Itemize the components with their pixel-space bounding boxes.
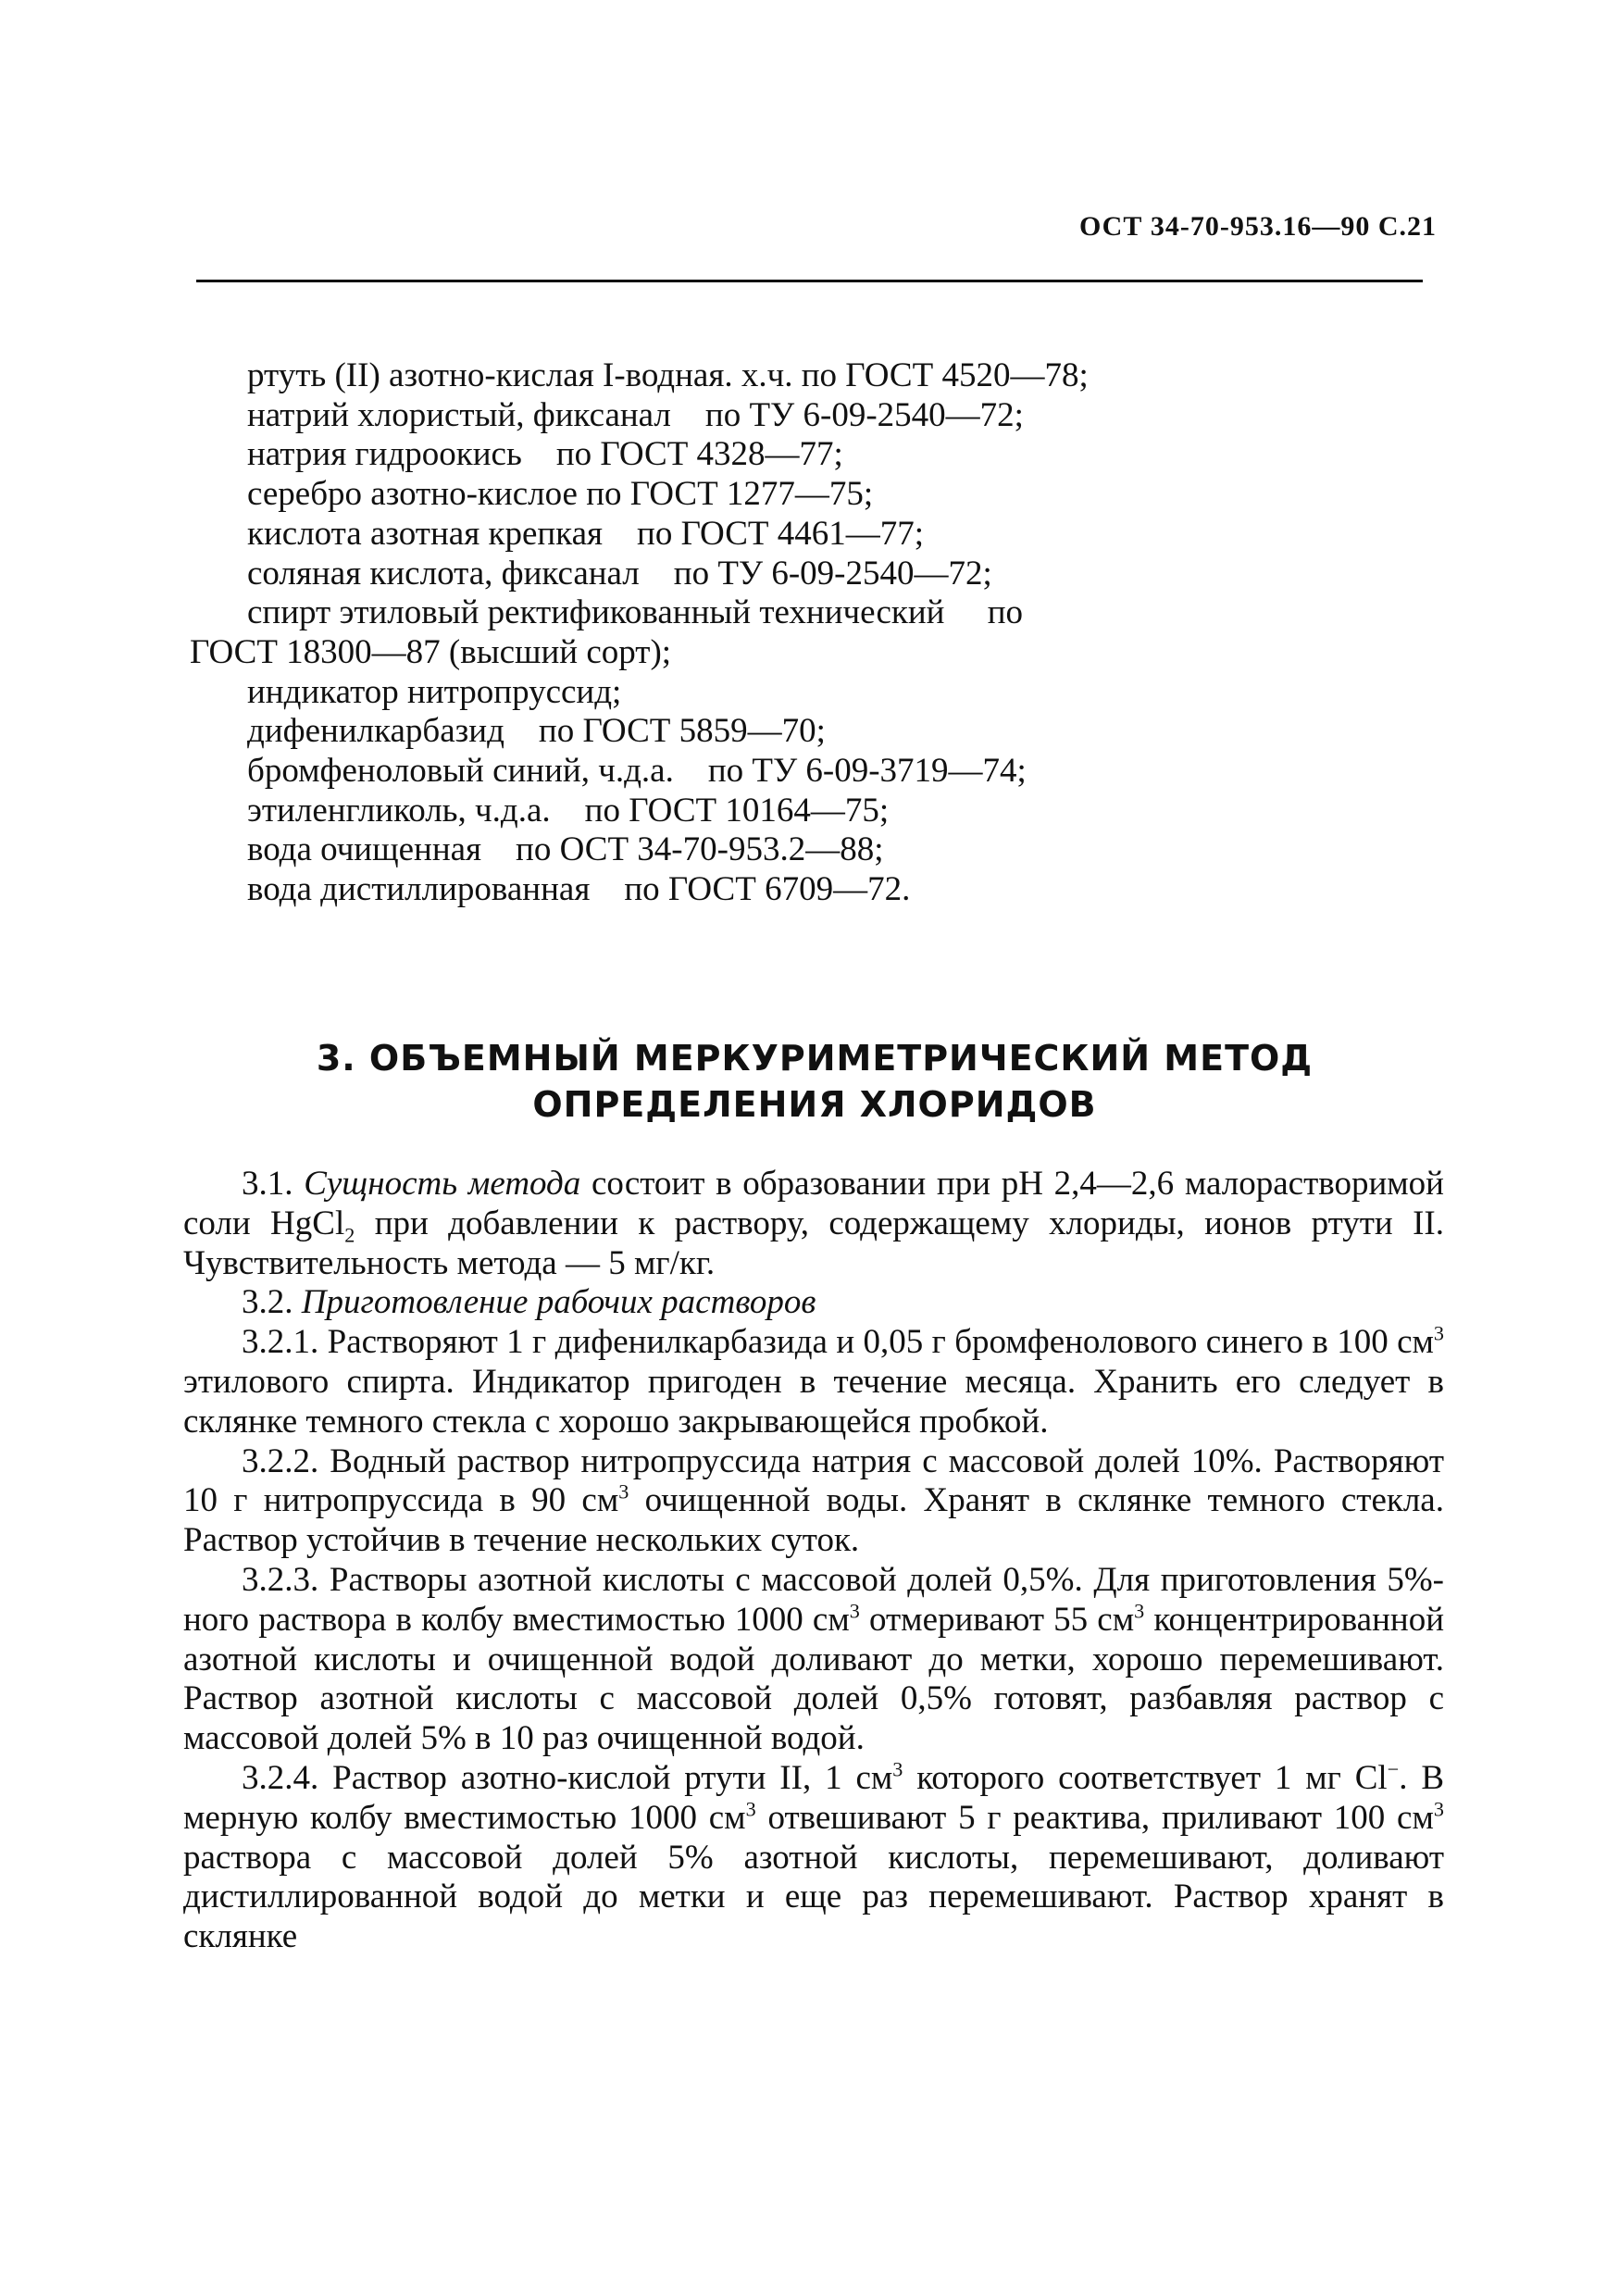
paragraph-3-2-4: 3.2.4. Раствор азотно-кислой ртути II, 1 $см^3$ которого соответствует 1 мг Cl−. В мерную колбу вместимостью 1000 $см^3$ отвешивают 5 г реактива, приливают 100 $см^3$ раствора с массовой долей 5% азотной кислоты, перемешивают, доливают дистиллированной водой до метки и еще раз перемешивают. Раствор хранят в склянке bbox=[183, 1757, 1444, 1956]
header-rule bbox=[196, 280, 1423, 282]
paragraph-3-1: 3.1. Сущность метода состоит в образовании при pH 2,4—2,6 малорастворимой соли HgCl$_2$ при добавлении к раствору, содержащему хлориды, ионов ртути II. Чувствительность метода — 5 мг/кг. bbox=[183, 1165, 1444, 1282]
reagent-line: серебро азотно-кислое по ГОСТ 1277—75; bbox=[247, 475, 874, 514]
section-body bbox=[183, 1165, 1444, 1957]
paragraph-3-2-1: 3.2.1. Растворяют 1 г дифенилкарбазида и 0,05 г бромфенолового синего в 100 $см^3$ этилового спирта. Индикатор пригоден в течение месяца. Хранить его следует в склянке темного стекла с хорошо закрывающейся пробкой. bbox=[183, 1321, 1444, 1441]
reagent-line: кислота азотная крепкая по ГОСТ 4461—77; bbox=[247, 514, 925, 553]
reagent-line: ГОСТ 18300—87 (высший сорт); bbox=[190, 632, 672, 671]
paragraph-3-2-3: 3.2.3. Растворы азотной кислоты с массовой долей 0,5%. Для приготовления 5%-ного раствора в колбу вместимостью 1000 $см^3$ отмеривают 55 $см^3$ концентрированной азотной кислоты и очищенной водой доливают до метки, хорошо перемешивают. Раствор азотной кислоты с массовой долей 0,5% готовят, разбавляя раствор с массовой долей 5% в 10 раз очищенной водой. bbox=[183, 1560, 1445, 1758]
paragraph-3-2-2: 3.2.2. Водный раствор нитропруссида натрия с массовой долей 10%. Растворяют 10 г нитропруссида в 90 $см^3$ очищенной воды. Хранят в склянке темного стекла. Раствор устойчив в течение нескольких суток. bbox=[183, 1441, 1444, 1560]
reagent-line: бромфеноловый синий, ч.д.а. по ТУ 6-09-3719—74; bbox=[247, 752, 1027, 791]
reagent-line: ртуть (II) азотно-кислая I-водная. х.ч. по ГОСТ 4520—78; bbox=[247, 356, 1089, 394]
reagent-line: соляная кислота, фиксанал по ТУ 6-09-2540—72; bbox=[247, 554, 992, 593]
reagent-line: вода очищенная по ОСТ 34-70-953.2—88; bbox=[247, 830, 884, 869]
reagent-line: спирт этиловый ректификованный технический по bbox=[247, 593, 1024, 632]
section-title-line-2: ОПРЕДЕЛЕНИЯ ХЛОРИДОВ bbox=[532, 1084, 1097, 1125]
reagent-line: индикатор нитропруссид; bbox=[247, 672, 622, 711]
reagent-line: дифенилкарбазид по ГОСТ 5859—70; bbox=[247, 712, 826, 751]
reagent-line: вода дистиллированная по ГОСТ 6709—72. bbox=[247, 870, 911, 909]
paragraph-3-1-title: Сущность метода bbox=[304, 1165, 581, 1203]
document-header: ОСТ 34-70-953.16—90 С.21 bbox=[1078, 211, 1437, 242]
reagent-line: натрий хлористый, фиксанал по ТУ 6-09-2540—72; bbox=[247, 395, 1024, 434]
reagent-line: натрия гидроокись по ГОСТ 4328—77; bbox=[247, 435, 843, 474]
paragraph-3-2-title: Приготовление рабочих растворов bbox=[301, 1283, 816, 1322]
section-title-line-1: 3. ОБЪЕМНЫЙ МЕРКУРИМЕТРИЧЕСКИЙ МЕТОД bbox=[316, 1038, 1314, 1079]
reagent-list bbox=[190, 356, 1449, 910]
section-title bbox=[185, 1035, 1444, 1128]
reagent-line: этиленгликоль, ч.д.а. по ГОСТ 10164—75; bbox=[247, 791, 890, 830]
paragraph-3-2: 3.2. Приготовление рабочих растворов bbox=[242, 1283, 816, 1322]
